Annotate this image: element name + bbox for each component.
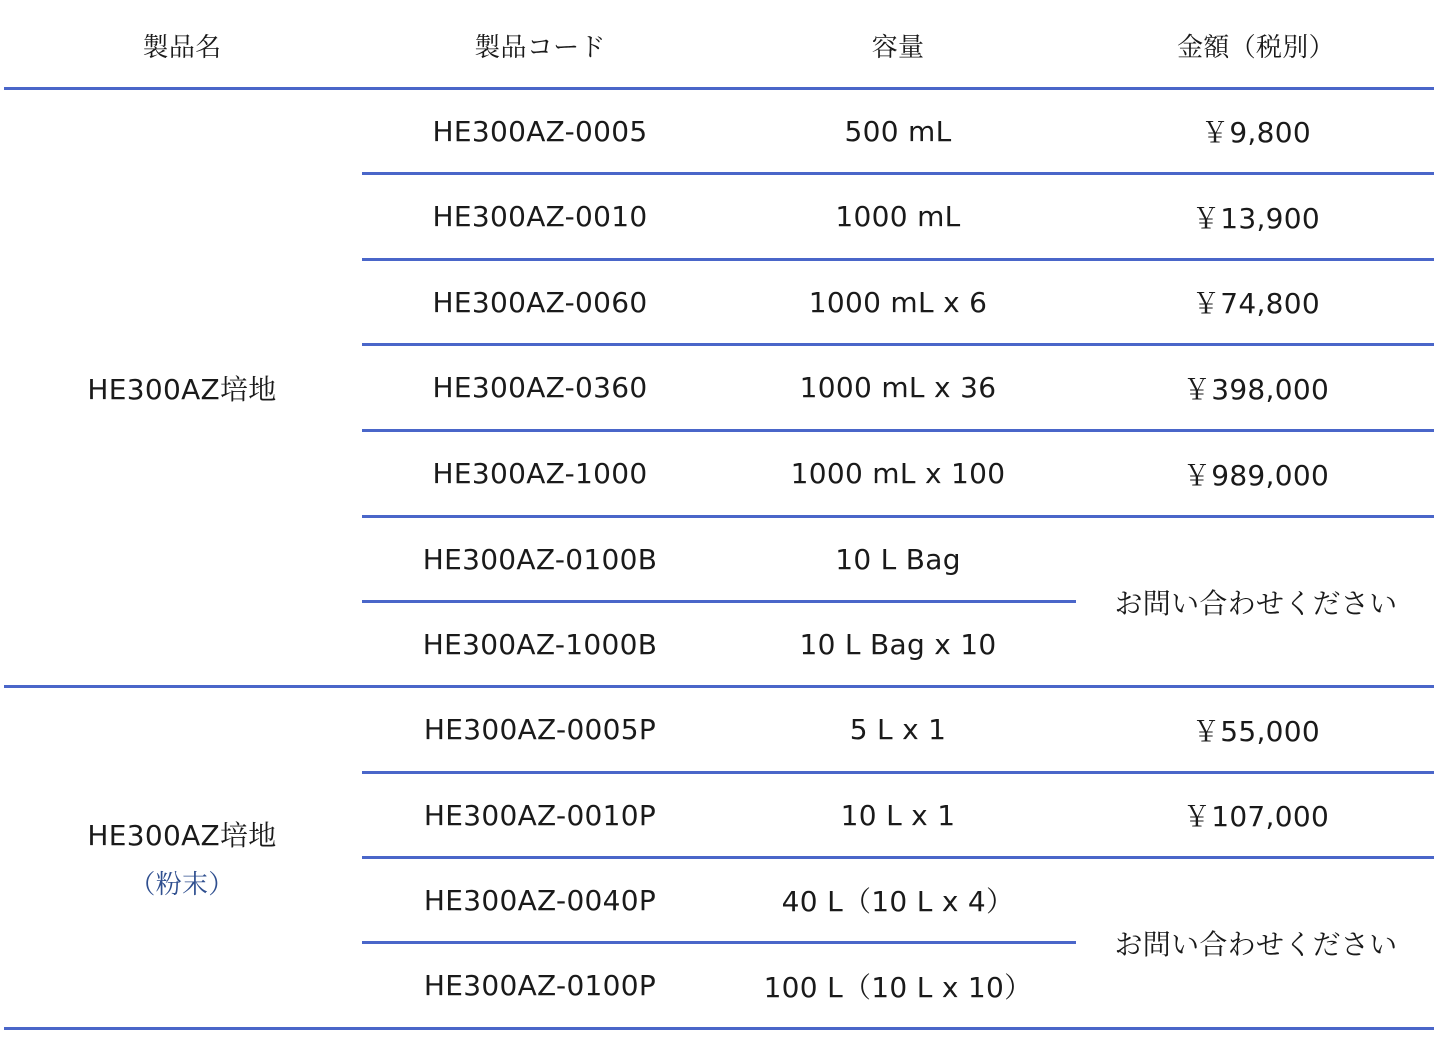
product-code: HE300AZ-0040P (423, 883, 657, 917)
price: ￥107,000 (1182, 800, 1330, 833)
price: ￥55,000 (1191, 714, 1321, 748)
product-form-note: （粉末） (129, 870, 235, 900)
product-code: HE300AZ-0005 (432, 114, 648, 148)
product-code: HE300AZ-0100B (422, 542, 658, 576)
price: ￥9,800 (1201, 116, 1311, 149)
capacity: 1000 mL (835, 200, 961, 233)
product-code: HE300AZ-0010 (432, 200, 648, 233)
product-code: HE300AZ-0100P (423, 969, 657, 1002)
capacity: 10 L Bag (835, 542, 961, 576)
product-name-cell (4, 688, 360, 1027)
product-name: HE300AZ培地 (87, 372, 277, 406)
capacity: 10 L Bag x 10 (799, 627, 997, 661)
capacity: 1000 mL x 6 (808, 285, 988, 319)
capacity: 100 L（10 L x 10） (763, 970, 1033, 1004)
price: ￥398,000 (1182, 372, 1330, 406)
product-code: HE300AZ-1000B (422, 627, 658, 661)
capacity: 500 mL (844, 114, 952, 148)
column-header-capacity: 容量 (871, 32, 925, 63)
price: ￥13,900 (1191, 201, 1321, 235)
column-header-price: 金額（税別） (1177, 32, 1335, 63)
product-code: HE300AZ-0060 (432, 285, 648, 319)
column-header-product-code: 製品コード (474, 32, 606, 63)
price-contact: お問い合わせください (1114, 928, 1398, 961)
capacity: 40 L（10 L x 4） (781, 885, 1015, 918)
product-code: HE300AZ-0010P (423, 798, 657, 832)
column-header-product-name: 製品名 (142, 32, 222, 63)
price: ￥989,000 (1182, 458, 1330, 492)
product-code: HE300AZ-0005P (423, 713, 657, 746)
capacity: 5 L x 1 (849, 713, 947, 746)
capacity: 1000 mL x 100 (790, 457, 1006, 490)
capacity: 10 L x 1 (840, 798, 956, 832)
price: ￥74,800 (1191, 287, 1321, 320)
capacity: 1000 mL x 36 (799, 371, 997, 404)
table-bottom-divider (4, 1027, 1434, 1030)
price-contact: お問い合わせください (1114, 586, 1398, 620)
product-code: HE300AZ-0360 (432, 371, 648, 404)
product-name: HE300AZ培地 (87, 819, 277, 852)
product-name-cell (4, 90, 360, 685)
product-code: HE300AZ-1000 (432, 457, 648, 490)
